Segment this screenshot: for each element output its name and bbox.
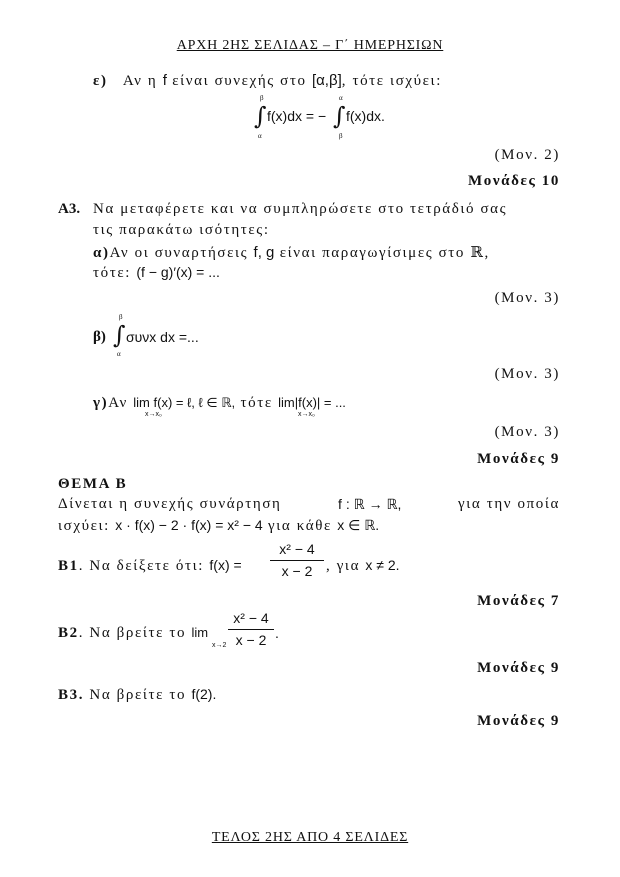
b2-line	[58, 625, 208, 642]
a3-alpha-line1	[93, 243, 490, 262]
gamma-text1: Αν	[108, 395, 134, 411]
a3-alpha-line2	[93, 264, 220, 282]
b1-numerator: x² − 4	[279, 541, 315, 557]
gamma-lim1-sub: x→x₀	[145, 411, 162, 418]
theme-b-line1-end: για την οποία	[458, 496, 560, 512]
b1-fraction-bar	[270, 560, 324, 561]
alpha-R: ℝ,	[470, 245, 490, 261]
b1-line	[58, 557, 242, 575]
b1-cond-line	[326, 557, 400, 575]
b1-lhs: f(x) =	[209, 557, 242, 573]
alpha-text2: είναι παραγωγίσιμες στο	[274, 245, 471, 261]
b1-cond-text: , για	[326, 558, 366, 574]
theme-b-line2-math: x · f(x) − 2 · f(x) = x² − 4	[115, 517, 263, 533]
gamma-lim2-sub: x→x₀	[298, 411, 315, 418]
theme-b-title: ΘΕΜΑ Β	[58, 476, 128, 492]
b1-text: . Να δείξετε ότι:	[78, 558, 210, 574]
page-footer: ΤΕΛΟΣ 2ΗΣ ΑΠΟ 4 ΣΕΛΙΔΕΣ	[211, 830, 409, 845]
formula-right: f(x)dx.	[346, 108, 385, 124]
a3-label: Α3.	[58, 201, 81, 217]
b2-numerator: x² − 4	[233, 610, 269, 626]
int1-lower: α	[258, 132, 262, 140]
b3-label: Β3.	[58, 687, 85, 703]
b2-text: . Να βρείτε το	[78, 625, 192, 641]
beta-marks: (Μον. 3)	[494, 366, 560, 382]
int2-upper: α	[339, 94, 343, 102]
item-e-interval: [α,β]	[311, 72, 342, 89]
gamma-text2: τότε	[235, 395, 279, 411]
a-total-marks: Μονάδες 10	[467, 173, 560, 189]
theme-b-line2-end: x ∈ ℝ.	[337, 517, 380, 533]
alpha-label: α)	[93, 245, 110, 261]
item-e-label: ε)	[93, 73, 108, 89]
b2-marks: Μονάδες 9	[477, 660, 560, 676]
b3-line	[58, 686, 216, 704]
gamma-line	[93, 395, 346, 412]
formula-left: f(x)dx = −	[267, 108, 327, 124]
alpha-fg: f, g	[253, 244, 275, 261]
gamma-lim1: lim f(x) = ℓ, ℓ ∈ ℝ,	[133, 395, 236, 410]
b2-dot: .	[275, 625, 279, 641]
b1-marks: Μονάδες 7	[477, 593, 560, 609]
alpha-line2-word: τότε:	[93, 265, 137, 281]
b3-math: f(2).	[191, 686, 217, 702]
gamma-marks: (Μον. 3)	[494, 424, 560, 440]
a3-line2: τις παρακάτω ισότητες:	[93, 222, 270, 238]
item-e-text-before: Αν η	[122, 73, 163, 89]
b3-marks: Μονάδες 9	[477, 713, 560, 729]
int2-lower: β	[339, 132, 343, 140]
b2-label: Β2	[58, 625, 79, 641]
integral-sign-1: ∫	[254, 102, 267, 130]
alpha-formula: (f − g)′(x) = ...	[136, 264, 220, 280]
int1-upper: β	[260, 94, 264, 102]
theme-b-line1-text: Δίνεται η συνεχής συνάρτηση	[58, 496, 282, 512]
b2-lim-sub: x→2	[212, 642, 227, 649]
page-header: ΑΡΧΗ 2ΗΣ ΣΕΛΙΔΑΣ – Γ΄ ΗΜΕΡΗΣΙΩΝ	[176, 38, 444, 53]
b2-denominator: x − 2	[235, 632, 267, 648]
a3-total-marks: Μονάδες 9	[477, 451, 560, 467]
a3-line1: Να μεταφέρετε και να συμπληρώσετε στο τετράδιό σας	[93, 201, 508, 217]
beta-int-lower: α	[117, 350, 121, 358]
b1-label: Β1	[58, 558, 79, 574]
theme-b-line2	[58, 517, 379, 535]
item-e-text-after: , τότε ισχύει:	[341, 73, 442, 89]
item-e-line	[93, 72, 442, 90]
alpha-marks: (Μον. 3)	[494, 290, 560, 306]
b2-lim: lim	[191, 625, 209, 640]
gamma-lim2: lim|f(x)| = ...	[278, 395, 346, 410]
theme-b-line2-start: ισχύει:	[58, 518, 116, 534]
theme-b-line1-math: f : ℝ → ℝ,	[338, 496, 402, 512]
theme-b-line1	[58, 496, 560, 513]
beta-int-upper: β	[119, 313, 123, 321]
item-e-f: f	[162, 72, 167, 89]
beta-label: β)	[93, 329, 106, 345]
b3-text: Να βρείτε το	[84, 687, 192, 703]
gamma-label: γ)	[93, 395, 109, 411]
beta-formula: συνx dx =...	[126, 329, 199, 345]
item-e-text-mid: είναι συνεχής στο	[166, 73, 312, 89]
integral-sign-beta: ∫	[113, 321, 126, 349]
b2-fraction-bar	[228, 629, 274, 630]
theme-b-line2-mid: για κάθε	[262, 518, 338, 534]
item-e-marks: (Μον. 2)	[494, 147, 560, 163]
b1-denominator: x − 2	[281, 563, 313, 579]
integral-sign-2: ∫	[333, 102, 346, 130]
b1-cond: x ≠ 2.	[365, 557, 400, 573]
alpha-text1: Αν οι συναρτήσεις	[109, 245, 254, 261]
